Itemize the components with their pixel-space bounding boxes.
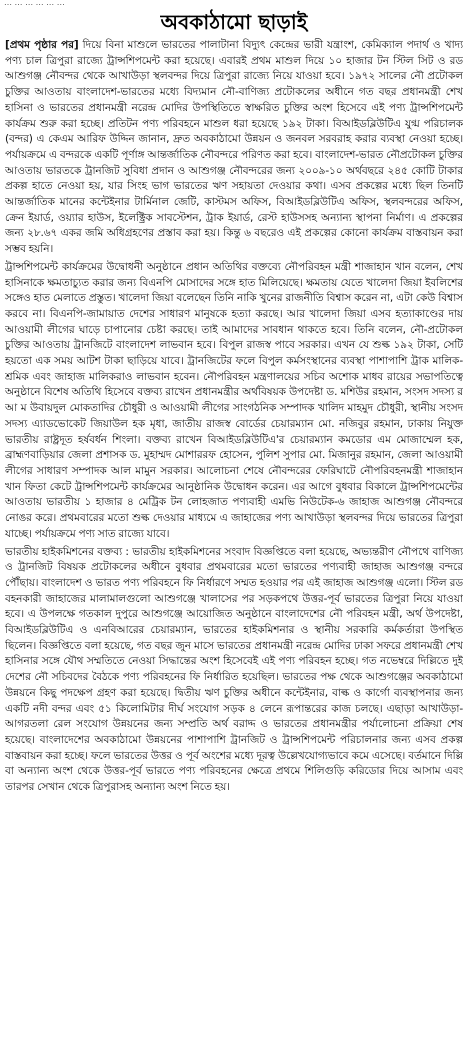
article-paragraph-1 xyxy=(5,38,463,258)
article-paragraph-3 xyxy=(5,545,463,796)
paragraph-text: ট্রান্সশিপমেন্ট কার্যক্রমের উদ্বোধনী অনুষ্ঠানে প্রধান অতিথির বক্তব্যে নৌপরিবহন মন্ত্রী শাজাহান খান বলেন, শেখ হাসিনাকে ক্ষমতাচ্যুত করার জন্য বিএনপি মোসাদের সঙ্গে হাত মিলিয়েছে। ক্ষমতায় যেতে খালেদা জিয়া ইবলিশের সঙ্গেও হাত মেলাতে প্রস্তুত। খালেদা জিয়া বলেছেন তিনি নাকি খুনের রাজনীতি বিশ্বাস করেন না, এটা কেউ বিশ্বাস করবে না। বিএনপি-জামায়াত দেশের সাধারণ মানুষকে হত্যা করছে। আর খালেদা জিয়া এসব হত্যাকাণ্ডের দায় আওয়ামী লীগের ঘাড়ে চাপানোর চেষ্টা করছে। তাই আমাদের সাবধান থাকতে হবে। তিনি বলেন, নৌ-প্রটোকল চুক্তির আওতায় ট্রানজিটে বাংলাদেশ লাভবান হবে। বিপুল রাজস্ব পাবে সরকার। এখন যে শুল্ক ১৯২ টাকা, সেটি হয়তো এক সময় আটশ টাকা ছাড়িয়ে যাবে। ট্রানজিটের ফলে বিপুল কর্মসংস্থানের ব্যবস্থা পাশাপাশি ট্রাক মালিক-শ্রমিক এবং জাহাজ মালিকরাও লাভবান হবেন। নৌপরিবহন মন্ত্রণালয়ের সচিব অশোক মাধব রায়ের সভাপতিত্বে অনুষ্ঠানে বিশেষ অতিথি হিসেবে বক্তব্য রাখেন প্রধানমন্ত্রীর অর্থবিষয়ক উপদেষ্টা ড. মশিউর রহমান, সংসদ সদস্য র আ ম উবায়দুল মোকতাদির চৌধুরী ও আওয়ামী লীগের সাংগঠনিক সম্পাদক খালিদ মাহমুদ চৌধুরী, স্থানীয় সংসদ সদস্য এ্যাডভোকেট জিয়াউল হক মৃধা, জাতীয় রাজস্ব বোর্ডের চেয়ারম্যান মো. নজিবুর রহমান, ঢাকায় নিযুক্ত ভারতীয় রাষ্ট্রদূত হর্ষবর্ধন শিংলা। বক্তব্য রাখেন বিআইডব্লিউটিএ'র চেয়ারম্যান কমডোর এম মোজাম্মেল হক, ব্রাহ্মণবাড়িয়ার জেলা প্রশাসক ড. মুহাম্মদ মোশাররফ হোসেন, পুলিশ সুপার মো. মিজানুর রহমান, জেলা আওয়ামী লীগের সাধারণ সম্পাদক আল মামুন সরকার। আলোচনা শেষে নৌবন্দরের ফেরিঘাটে নৌপরিবহনমন্ত্রী শাজাহান খান ফিতা কেটে ট্রান্সশিপমেন্ট কার্যক্রমের আনুষ্ঠানিক উদ্বোধন করেন। এর আগে বুধবার বিকালে ট্রান্সশিপমেন্টের আওতায় ভারতীয় ১ হাজার ৪ মেট্রিক টন লোহজাত পণ্যবাহী এমভি নিউটেক-৬ জাহাজ আশুগঞ্জ নৌবন্দরে নোঙর করে। প্রথমবারের মতো শুল্ক দেওয়ার মাধ্যমে এ জাহাজের পণ্য আখাউড়া স্থলবন্দর দিয়ে ভারতের ত্রিপুরা যাচ্ছে। পর্যায়ক্রমে পণ্য সাত রাজ্যে যাবে। xyxy=(5,260,463,540)
article-headline: অবকাঠামো ছাড়াই xyxy=(160,10,308,34)
paragraph-text: ভারতীয় হাইকমিশনের বক্তব্য : ভারতীয় হাইকমিশনের সংবাদ বিজ্ঞপ্তিতে বলা হয়েছে, অভ্যন্তরীণ নৌপথে বাণিজ্য ও ট্রানজিট বিষয়ক প্রটোকলের অধীনে বুধবার প্রথমবারের মতো ভারতের পণ্যবাহী জাহাজ আশুগঞ্জ বন্দরে পৌঁছায়। বাংলাদেশ ও ভারত পণ্য পরিবহনে ফি নির্ধারণে সম্মত হওয়ার পর এই জাহাজ আশুগঞ্জ এলো। স্টিল রড বহনকারী জাহাজের মালামালগুলো আশুগঞ্জে খালাসের পর সড়কপথে উত্তর-পূর্ব ভারতের ত্রিপুরা নিয়ে যাওয়া হবে। এ উপলক্ষে গতকাল দুপুরে আশুগঞ্জে আয়োজিত অনুষ্ঠানে বাংলাদেশের নৌ পরিবহন মন্ত্রী, অর্থ উপদেষ্টা, বিআইডব্লিউটিএ ও এনবিআরের চেয়ারম্যান, ভারতের হাইকমিশনার ও স্থানীয় সরকারি কর্মকর্তারা উপস্থিত ছিলেন। বিজ্ঞপ্তিতে বলা হয়েছে, গত বছর জুন মাসে ভারতের প্রধানমন্ত্রী নরেন্দ্র মোদির ঢাকা সফরে প্রধানমন্ত্রী শেখ হাসিনার সঙ্গে যৌথ সম্মতিতে নেওয়া সিদ্ধান্তের অংশ হিসেবেই এই পণ্য পরিবহন হচ্ছে। গত নভেম্বরে দিল্লিতে দুই দেশের নৌ সচিবদের বৈঠকে পণ্য পরিবহনের ফি নির্ধারিত হয়েছিল। ভারতের পক্ষ থেকে আশুগঞ্জের অবকাঠামো উন্নয়নে কিছু পদক্ষেপ গ্রহণ করা হয়েছে। দ্বিতীয় ঋণ চুক্তির অধীনে কন্টেইনার, বাল্ক ও কার্গো ব্যবস্থাপনার জন্য একটি নদী বন্দর এবং ৫১ কিলোমিটার দীর্ঘ সংযোগ সড়ক ৪ লেনে রূপান্তরের কাজ চলছে। এছাড়া আখাউড়া-আগরতলা রেল সংযোগ উন্নয়নের জন্য সম্প্রতি অর্থ বরাদ্দ ও ভারতের প্রধানমন্ত্রীর পর্যালোচনা প্রক্রিয়া শেষ হয়েছে। বাংলাদেশের অবকাঠামো উন্নয়নের পাশাপাশি ট্রানজিট ও ট্রান্সশিপমেন্ট পরিচালনার জন্য এসব প্রকল্প বাস্তবায়ন করা হচ্ছে। ফলে ভারতের উত্তর ও পূর্ব অংশের মধ্যে দূরত্ব উল্লেখযোগ্যভাবে কমে এসেছে। বর্তমানে দিল্লি বা অন্যান্য অংশ থেকে উত্তর-পূর্ব ভারতে পণ্য পরিবহনের ক্ষেত্রে প্রথমে শিলিগুড়ি করিডোর দিয়ে আসাম এবং তারপর সেখান থেকে ত্রিপুরাসহ অন্যান্য অংশ নিতে হয়। xyxy=(5,545,463,794)
continued-from-front-page-tag: [প্রথম পৃষ্ঠার পর] xyxy=(5,39,79,51)
cut-off-previous-line: … … … … … … xyxy=(4,0,65,6)
paragraph-text: দিয়ে বিনা মাশুলে ভারতের পালাটানা বিদ্যুৎ কেন্দ্রের ভারী যন্ত্রাংশ, কেমিক্যাল পদার্থ ও খাদ্য পণ্য চাল ত্রিপুরা রাজ্যে ট্রান্সশিপমেন্ট করা হয়েছে। এবারই প্রথম মাশুল দিয়ে ১০ হাজার টন স্টিল সিট ও রড আশুগঞ্জ নৌবন্দর থেকে আখাউড়া স্থলবন্দর দিয়ে ত্রিপুরা রাজ্যে নিয়ে যাওয়া হবে। ১৯৭২ সালের নৌ প্রটোকল চুক্তির আওতায় বাংলাদেশ-ভারতের মধ্যে বিদ্যমান নৌ-বাণিজ্য প্রটোকলের অধীনে গত বছর প্রধানমন্ত্রী শেখ হাসিনা ও ভারতের প্রধানমন্ত্রী নরেন্দ্র মোদির উপস্থিতিতে স্বাক্ষরিত চুক্তির অংশ হিসেবে এই পণ্য ট্রান্সশিপমেন্ট কার্যক্রম শুরু করা হচ্ছে। প্রতিটন পণ্য পরিবহনে মাশুল ধরা হয়েছে ১৯২ টাকা। বিআইডব্লিউটিএ যুগ্ম পরিচালক (বন্দর) এ কেএম আরিফ উদ্দিন জানান, দ্রুত অবকাঠামো উন্নয়ন ও জনবল সরবরাহ করার ব্যবস্থা নেওয়া হচ্ছে। পর্যায়ক্রমে এ বন্দরকে একটি পূর্ণাঙ্গ আন্তর্জাতিক নৌবন্দরে পরিণত করা হবে। বাংলাদেশ-ভারত নৌপ্রটোকল চুক্তির আওতায় ভারতকে ট্রানজিট সুবিধা প্রদান ও আশুগঞ্জ নৌবন্দরের জন্য ২০০৯-১০ অর্থবছরে ২৪৫ কোটি টাকার প্রকল্প হাতে নেওয়া হয়, যার সিংহ ভাগ ভারতের ঋণ সহায়তা দেওয়ার কথা। এসব প্রকল্পের মধ্যে ছিল তিনটি আন্তর্জাতিক মানের কন্টেইনার টার্মিনাল জেটি, কাস্টমস অফিস, বিআইডব্লিউটিএ অফিস, স্থলবন্দরের অফিস, ক্রেন ইয়ার্ড, ওয়্যার হাউস, ইলেক্ট্রিক সাবস্টেশন, ট্রাক ইয়ার্ড, রেস্ট হাউসসহ অন্যান্য স্থাপনা নির্মাণ। এ প্রকল্পের জন্য ২৮.৬৭ একর জমি অধিগ্রহণের প্রস্তাব করা হয়। কিন্তু ৬ বছরেও এই প্রকল্পের কোনো কার্যক্রম বাস্তবায়ন করা সম্ভব হয়নি। xyxy=(5,39,463,256)
article-paragraph-2 xyxy=(5,260,463,543)
article-body xyxy=(5,38,463,1046)
